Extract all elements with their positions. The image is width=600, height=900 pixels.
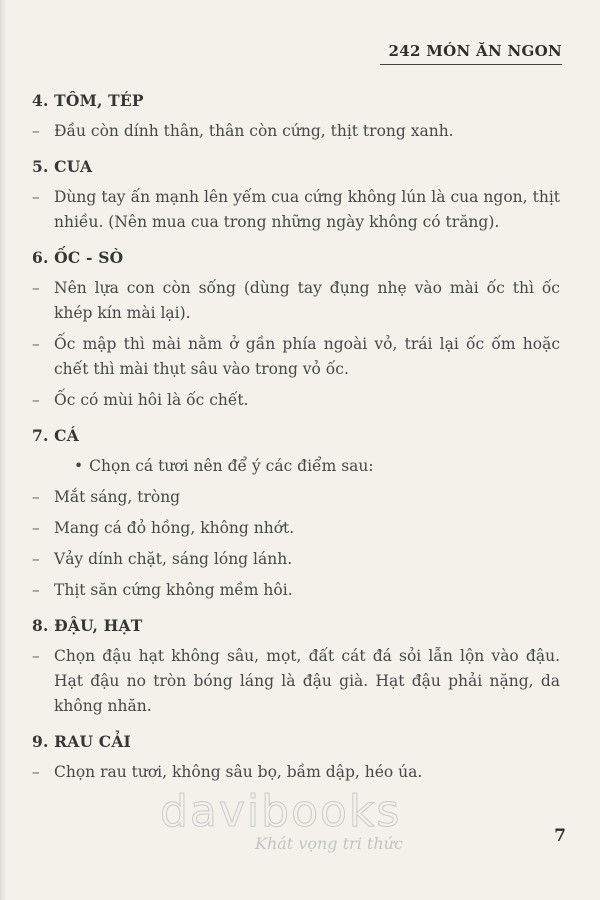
dash-marker: –	[32, 763, 40, 781]
dash-marker: –	[32, 279, 40, 297]
watermark-tagline: Khát vọng tri thức	[255, 834, 403, 853]
intro-line: • Chọn cá tươi nên để ý các điểm sau:	[74, 457, 374, 475]
list-item: – Vảy dính chặt, sáng lóng lánh.	[32, 547, 560, 572]
list-item: – Mang cá đỏ hồng, không nhớt.	[32, 516, 560, 541]
list-item: – Mắt sáng, tròng	[32, 485, 560, 510]
header-rule	[380, 64, 562, 65]
dash-marker: –	[32, 335, 40, 353]
list-item: – Thịt săn cứng không mềm hôi.	[32, 578, 560, 603]
list-item: – Chọn đậu hạt không sâu, mọt, đất cát đá sỏi lẫn lộn vào đậu. Hạt đậu no tròn bóng láng là đậu già. Hạt đậu phải nặng, da không nhăn.	[32, 644, 560, 719]
page-margin-shadow	[0, 0, 6, 900]
section-title: 9. RAU CẢI	[32, 732, 132, 751]
section-beans	[32, 613, 560, 719]
section-title: 6. ỐC - SÒ	[32, 248, 124, 267]
section-title: 5. CUA	[32, 157, 93, 176]
list-item: – Đầu còn dính thân, thân còn cứng, thịt trong xanh.	[32, 119, 560, 144]
list-item: – Ốc mập thì mài nằm ở gần phía ngoài vỏ, trái lại ốc ốm hoặc chết thì mài thụt sâu vào trong vỏ ốc.	[32, 332, 560, 382]
section-title: 8. ĐẬU, HẠT	[32, 616, 143, 635]
list-item: – Chọn rau tươi, không sâu bọ, bầm dập, héo úa.	[32, 760, 560, 785]
list-item: – Nên lựa con còn sống (dùng tay đụng nhẹ vào mài ốc thì ốc khép kín mài lại).	[32, 276, 560, 326]
list-item: – Dùng tay ấn mạnh lên yếm cua cứng không lún là cua ngon, thịt nhiều. (Nên mua cua trong những ngày không có trăng).	[32, 185, 560, 235]
section-crab	[32, 154, 560, 235]
dash-marker: –	[32, 550, 40, 568]
dash-marker: –	[32, 488, 40, 506]
section-shrimp	[32, 88, 560, 144]
section-title: 4. TÔM, TÉP	[32, 91, 144, 110]
dash-marker: –	[32, 122, 40, 140]
section-title: 7. CÁ	[32, 426, 79, 445]
list-item: – Ốc có mùi hôi là ốc chết.	[32, 388, 560, 413]
section-fish	[32, 423, 560, 603]
dash-marker: –	[32, 647, 40, 665]
bullet-marker: •	[74, 457, 84, 475]
page-content	[32, 88, 560, 795]
watermark-brand: davibooks	[160, 786, 402, 837]
dash-marker: –	[32, 581, 40, 599]
section-vegetables	[32, 729, 560, 785]
section-snail	[32, 245, 560, 413]
dash-marker: –	[32, 391, 40, 409]
dash-marker: –	[32, 519, 40, 537]
running-header: 242 MÓN ĂN NGON	[388, 42, 562, 60]
dash-marker: –	[32, 188, 40, 206]
page-number: 7	[554, 826, 566, 846]
